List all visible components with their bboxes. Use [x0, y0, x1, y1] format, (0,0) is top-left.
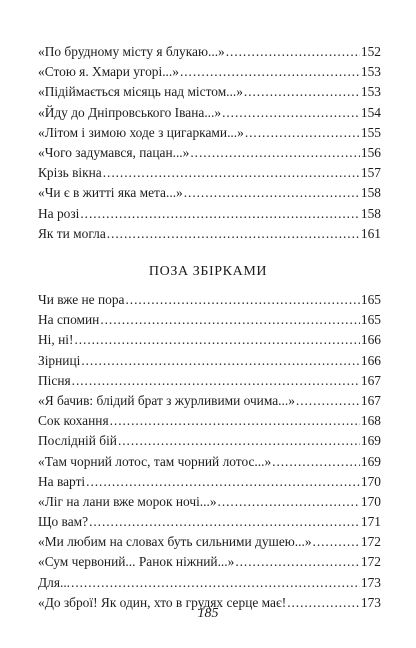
toc-entry-title: Ні, ні!: [38, 332, 74, 348]
toc-entry: [38, 163, 381, 183]
toc-entry-title: На варті: [38, 473, 86, 489]
dot-leader: [226, 42, 360, 62]
toc-entry: [38, 431, 381, 451]
toc-entry-title: «Я бачив: блідий брат з журливими очима...»: [38, 392, 295, 408]
toc-entry-page: 171: [360, 514, 381, 530]
dot-leader: [107, 224, 360, 244]
toc-entry: [38, 452, 381, 472]
toc-entry: [38, 351, 381, 371]
toc-entry-title: Чи вже не пора: [38, 292, 125, 307]
toc-entry: [38, 310, 381, 330]
toc-entry-page: 152: [360, 44, 381, 59]
toc-entry-title: Крізь вікна: [38, 165, 102, 181]
toc-entry: [38, 224, 381, 244]
toc-entry: [38, 492, 381, 512]
toc-entry-page: 169: [360, 453, 381, 469]
toc-entry-title: Для...: [38, 574, 71, 590]
dot-leader: [71, 573, 360, 593]
toc-entry-page: 166: [360, 332, 381, 348]
toc-entry-page: 172: [360, 534, 381, 550]
toc-entry: [38, 532, 381, 552]
section-heading: ПОЗА ЗБІРКАМИ: [148, 264, 268, 279]
toc-entry-page: 153: [360, 84, 381, 100]
toc-entry-page: 167: [360, 392, 381, 408]
toc-entry-page: 170: [360, 473, 381, 489]
dot-leader: [190, 143, 360, 163]
toc-entry-title: «По брудному місту я блукаю...»: [38, 44, 225, 59]
dot-leader: [80, 204, 360, 224]
dot-leader: [74, 330, 359, 350]
toc-entry-title: «Йду до Дніпровського Івана...»: [38, 104, 222, 120]
toc-entry-page: 165: [360, 312, 381, 328]
dot-leader: [222, 103, 360, 123]
toc-entry-title: «Сум червоний... Ранок ніжний...»: [38, 554, 235, 570]
toc-entry-page: 169: [360, 433, 381, 449]
dot-leader: [81, 351, 360, 371]
toc-entry-title: Послідній бій: [38, 433, 117, 449]
dot-leader: [296, 391, 360, 411]
toc-entry: [38, 204, 381, 224]
dot-leader: [103, 163, 360, 183]
toc-entry-title: Як ти могла: [38, 225, 106, 241]
toc-entry-title: На розі: [38, 205, 80, 221]
dot-leader: [72, 371, 360, 391]
toc-entry-page: 155: [360, 124, 381, 140]
toc-entry-title: «Чого задумався, пацан...»: [38, 144, 190, 160]
toc-entry-title: «Ліг на лани вже морок ночі...»: [38, 493, 217, 509]
toc-entry: [38, 143, 381, 163]
toc-entry-title: «Ми любим на словах буть сильними душею...»: [38, 534, 312, 550]
toc-entry-title: «Стою я. Хмари угорі...»: [38, 64, 179, 80]
dot-leader: [244, 82, 360, 102]
toc-entry: [38, 183, 381, 203]
toc-entry-page: 166: [360, 352, 381, 368]
toc-entry-page: 170: [360, 493, 381, 509]
toc-entry-page: 161: [360, 225, 381, 241]
toc-entry-title: «Літом і зимою ходе з цигарками...»: [38, 124, 244, 140]
dot-leader: [184, 183, 360, 203]
dot-leader: [313, 532, 360, 552]
dot-leader: [125, 290, 359, 310]
dot-leader: [100, 310, 360, 330]
dot-leader: [118, 431, 360, 451]
toc-entry-page: 153: [360, 64, 381, 80]
toc-entry: [38, 123, 381, 143]
toc-entry-page: 173: [360, 574, 381, 590]
toc-entry-title: «Підіймається місяць над містом...»: [38, 84, 243, 100]
toc-entry-title: Пісня: [38, 372, 71, 388]
toc-entry-page: 173: [360, 594, 381, 610]
toc-entry-page: 158: [360, 185, 381, 201]
toc-list-section: [38, 290, 381, 613]
toc-entry: [38, 82, 381, 102]
dot-leader: [86, 472, 360, 492]
toc-entry: [38, 552, 381, 572]
toc-entry-page: 165: [360, 292, 381, 307]
dot-leader: [89, 512, 360, 532]
page-number: 185: [197, 606, 219, 621]
dot-leader: [272, 452, 360, 472]
toc-entry-title: Що вам?: [38, 514, 89, 530]
toc-entry: [38, 472, 381, 492]
toc-list-top: [38, 42, 381, 244]
toc-entry: [38, 103, 381, 123]
toc-entry-page: 167: [360, 372, 381, 388]
toc-entry-page: 157: [360, 165, 381, 181]
toc-entry: [38, 330, 381, 350]
toc-entry-page: 172: [360, 554, 381, 570]
toc-entry-title: Сок кохання: [38, 413, 109, 429]
toc-entry-title: На спомин: [38, 312, 100, 328]
toc-entry: [38, 573, 381, 593]
toc-entry-page: 168: [360, 413, 381, 429]
dot-leader: [245, 123, 360, 143]
toc-entry: [38, 411, 381, 431]
dot-leader: [218, 492, 360, 512]
toc-entry-title: «Там чорний лотос, там чорний лотос...»: [38, 453, 272, 469]
toc-entry: [38, 371, 381, 391]
dot-leader: [235, 552, 360, 572]
toc-entry-title: Зірниці: [38, 352, 81, 368]
toc-entry: [38, 391, 381, 411]
toc-entry: [38, 512, 381, 532]
toc-entry-page: 158: [360, 205, 381, 221]
toc-entry: [38, 290, 381, 310]
toc-entry-page: 154: [360, 104, 381, 120]
dot-leader: [110, 411, 360, 431]
dot-leader: [180, 62, 360, 82]
toc-entry-title: «Чи є в житті яка мета...»: [38, 185, 183, 201]
toc-entry: [38, 62, 381, 82]
toc-entry: [38, 42, 381, 62]
toc-entry-title: «До зброї! Як один, хто в грудях серце має!: [38, 594, 287, 610]
toc-entry-page: 156: [360, 144, 381, 160]
